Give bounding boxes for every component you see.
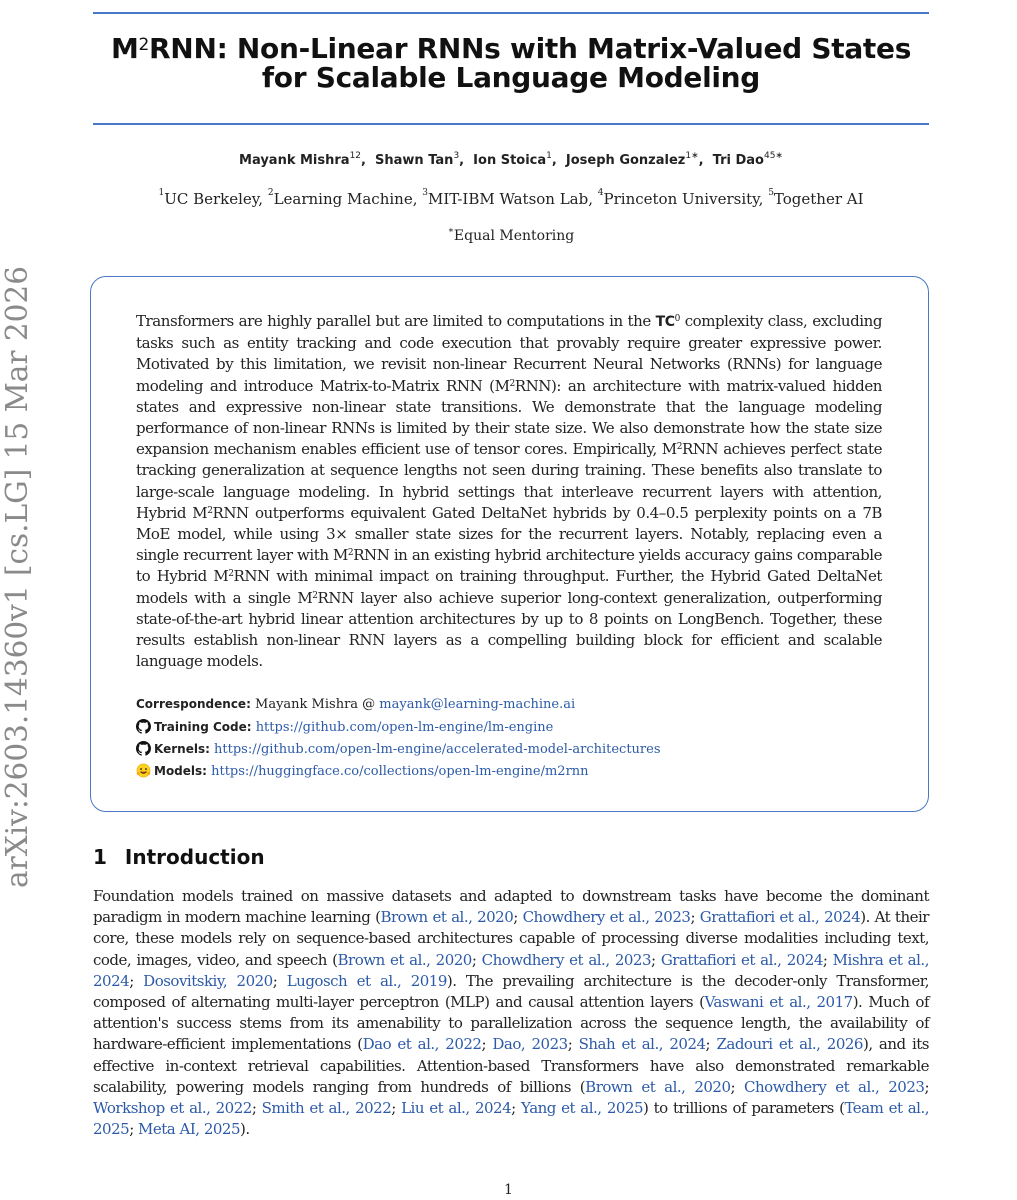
equal-mentoring-note: ∗Equal Mentoring	[447, 226, 575, 244]
citation-link[interactable]: Grattafiori et al., 2024	[660, 950, 823, 969]
training-code-link[interactable]: https://github.com/open-lm-engine/lm-engine	[255, 720, 554, 735]
citation-link[interactable]: Yang et al., 2025	[520, 1099, 644, 1118]
citation-link[interactable]: Brown et al., 2020	[585, 1077, 731, 1096]
citation-link[interactable]: Mishra et al., 2024	[93, 950, 929, 990]
citation-link[interactable]: Chowdhery et al., 2023	[522, 908, 691, 927]
citation-link[interactable]: Smith et al., 2022	[261, 1099, 392, 1118]
correspondence-row: Correspondence: Mayank Mishra @ mayank@learning-machine.ai	[136, 697, 576, 712]
paper-title: $M^2RNN$: Non-Linear RNNs with Matrix-Valued States for Scalable Language Modeling	[110, 32, 912, 94]
citation-link[interactable]: Workshop et al., 2022	[93, 1099, 252, 1118]
citation-link[interactable]: Brown et al., 2020	[380, 908, 514, 927]
citation-link[interactable]: Zadouri et al., 2026	[716, 1035, 863, 1054]
citation-link[interactable]: Team et al., 2025	[93, 1099, 930, 1139]
training-code-row: Training Code: https://github.com/open-lm-engine/lm-engine	[136, 718, 553, 737]
kernels-row: Kernels: https://github.com/open-lm-engine/accelerated-model-architectures	[136, 740, 661, 759]
github-icon	[136, 719, 151, 734]
arxiv-stamp-text: arXiv:2603.14360v1 [cs.LG] 15 Mar 2026	[0, 255, 35, 888]
citation-link[interactable]: Brown et al., 2020	[337, 950, 472, 969]
author-list: Mayank Mishra$^{12}$, Shawn Tan$^3$, Ion Stoica$^1$, Joseph Gonzalez$^{1∗}$, Tri Dao$^{45∗}$	[239, 151, 783, 168]
top-rule	[93, 12, 929, 14]
abstract-text: Transformers are highly parallel but are limited to computations in the $TC^0$ complexity class, excluding tasks such as entity tracking and code execution that provably require greater expressive power. Motivated by this limitation, we revisit non-linear Recurrent Neural Networks (RNNs) for language modeling and introduce Matrix-to-Matrix RNN $(M^2RNN)$: an architecture with matrix-valued hidden states and expressive non-linear state transitions. We demonstrate that the language modeling performance of non-linear RNNs is limited by their state size. We also demonstrate how the state size expansion mechanism enables efficient use of tensor cores. Empirically, $M^2RNN$ achieves perfect state tracking generalization at sequence lengths not seen during training. These benefits also translate to large-scale language modeling. In hybrid settings that interleave recurrent layers with attention, Hybrid $M^2RNN$ outperforms equivalent Gated DeltaNet hybrids by 0.4–0.5 perplexity points on a 7B MoE model, while using 3× smaller state sizes for the recurrent layers. Notably, replacing even a single recurrent layer with $M^2RNN$ in an existing hybrid architecture yields accuracy gains comparable to Hybrid $M^2RNN$ with minimal impact on training throughput. Further, the Hybrid Gated DeltaNet models with a single $M^2RNN$ layer also achieve superior long-context generalization, outperforming state-of-the-art hybrid linear attention architectures by up to 8 points on LongBench. Together, these results establish non-linear RNN layers as a compelling building block for efficient and scalable language models.	[136, 312, 883, 671]
citation-link[interactable]: Chowdhery et al., 2023	[744, 1077, 925, 1096]
citation-link[interactable]: Chowdhery et al., 2023	[481, 950, 652, 969]
introduction-paragraph: Foundation models trained on massive datasets and adapted to downstream tasks have become the dominant paradigm in modern machine learning (Brown et al., 2020; Chowdhery et al., 2023; Grattafiori et al., 2024). At their core, these models rely on sequence-based architectures capable of processing diverse modalities including text, code, images, video, and speech (Brown et al., 2020; Chowdhery et al., 2023; Grattafiori et al., 2024; Mishra et al., 2024; Dosovitskiy, 2020; Lugosch et al., 2019). The prevailing architecture is the decoder-only Transformer, composed of alternating multi-layer perceptron (MLP) and causal attention layers (Vaswani et al., 2017). Much of attention's success stems from its amenability to parallelization across the sequence length, the availability of hardware-efficient implementations (Dao et al., 2022; Dao, 2023; Shah et al., 2024; Zadouri et al., 2026), and its effective in-context retrieval capabilities. Attention-based Transformers have also demonstrated remarkable scalability, powering models ranging from hundreds of billions (Brown et al., 2020; Chowdhery et al., 2023; Workshop et al., 2022; Smith et al., 2022; Liu et al., 2024; Yang et al., 2025) to trillions of parameters (Team et al., 2025; Meta AI, 2025).	[93, 887, 930, 1139]
citation-link[interactable]: Grattafiori et al., 2024	[699, 908, 861, 927]
citation-link[interactable]: Liu et al., 2024	[401, 1099, 512, 1118]
arxiv-identifier-stamp	[0, 255, 38, 890]
models-link[interactable]: https://huggingface.co/collections/open-lm-engine/m2rnn	[211, 764, 589, 779]
author: Joseph Gonzalez	[565, 153, 686, 168]
citation-link[interactable]: Dao, 2023	[492, 1035, 568, 1054]
citation-link[interactable]: Dosovitskiy, 2020	[143, 971, 273, 990]
citation-link[interactable]: Shah et al., 2024	[578, 1035, 706, 1054]
huggingface-icon	[136, 763, 151, 778]
citation-link[interactable]: Meta AI, 2025	[138, 1120, 240, 1139]
citation-link[interactable]: Vaswani et al., 2017	[704, 993, 853, 1012]
title-rule	[93, 123, 929, 125]
page-number: 1	[504, 1182, 513, 1198]
citation-link[interactable]: Lugosch et al., 2019	[286, 971, 447, 990]
author: Shawn Tan	[375, 153, 454, 168]
section-heading-introduction: 1 Introduction	[93, 845, 265, 869]
author: Ion Stoica	[473, 153, 547, 168]
citation-link[interactable]: Dao et al., 2022	[362, 1035, 482, 1054]
github-icon	[136, 741, 151, 756]
affiliation-list: $^1$UC Berkeley, $^2$Learning Machine, $^3$MIT-IBM Watson Lab, $^4$Princeton University, $^5$Together AI	[158, 188, 864, 208]
kernels-link[interactable]: https://github.com/open-lm-engine/accelerated-model-architectures	[214, 742, 661, 757]
models-row: Models: https://huggingface.co/collections/open-lm-engine/m2rnn	[136, 762, 589, 781]
author: Mayank Mishra	[239, 153, 350, 168]
correspondence-email-link[interactable]: mayank@learning-machine.ai	[379, 697, 576, 712]
author: Tri Dao	[712, 153, 764, 168]
